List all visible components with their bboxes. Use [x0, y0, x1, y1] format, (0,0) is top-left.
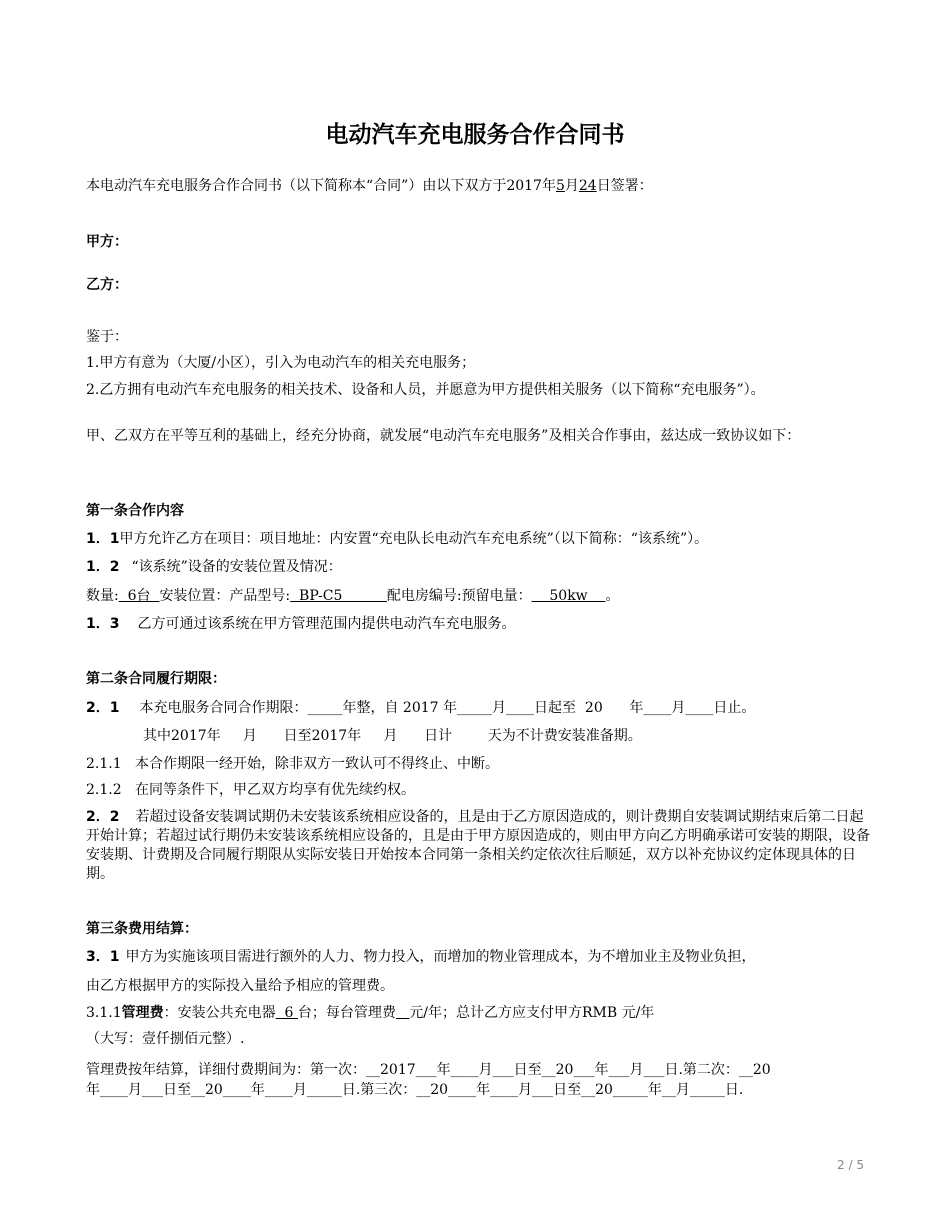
- period-mark: 。: [605, 588, 620, 604]
- clause-number: 1．3: [86, 616, 120, 632]
- document-title: 电动汽车充电服务合作合同书: [325, 122, 625, 148]
- clause-number: 3．1: [86, 949, 120, 965]
- payment-schedule-line-2: 年____月___日至__20____年____月_____日.第三次：__20____年____月___日至__20_____年__月_____日.: [86, 1082, 744, 1098]
- fee-per-unit-value: [396, 1005, 409, 1021]
- whereas-item-3: 甲、乙双方在平等互利的基础上，经充分协商，就发展“电动汽车充电服务”及相关合作事由，兹达成一致协议如下：: [86, 428, 801, 444]
- clause-number: 2．2: [86, 809, 120, 825]
- clause-number: 3.1.1: [86, 1005, 122, 1021]
- clause-number: 1．2: [86, 559, 120, 575]
- article-2-heading: 第二条合同履行期限：: [86, 671, 226, 687]
- clause-number: 1．1: [86, 531, 120, 547]
- charger-count-value: 6: [275, 1005, 298, 1021]
- clause-text: 甲方允许乙方在项目：项目地址：内安置“充电队长电动汽车充电系统”（以下简称：“该系统”）。: [119, 531, 709, 547]
- article-1-clause-3: [86, 615, 515, 633]
- article-2-clause-1-1: 2.1.1 本合作期限一经开始，除非双方一致认可不得终止、中断。: [86, 756, 499, 772]
- article-2-clause-1-2: 2.1.2 在同等条件下，甲乙双方均享有优先续约权。: [86, 782, 415, 798]
- quantity-label: 数量:: [86, 588, 119, 604]
- article-1-clause-2: [86, 558, 342, 576]
- quantity-value: 6台: [118, 588, 160, 604]
- article-3-heading: 第三条费用结算：: [86, 921, 198, 937]
- clause-text: 本充电服务合同合作期限：_____年整，自 2017 年_____月____日起至 20 年____月____日止。: [139, 700, 756, 716]
- intro-text: 本电动汽车充电服务合作合同书（以下简称本“合同”）由以下双方于2017年: [86, 178, 556, 194]
- clause-text: 若超过设备安装调试期仍未安装该系统相应设备的，且是由于乙方原因造成的，则计费期自安装调试期结束后第二日起开始计算；若超过试行期仍未安装该系统相应设备的，且是由于甲方原因造成的，则由甲方向乙方明确承诺可安装的期限，设备安装期、计费期及合同履行期限从实际安装日开始按本合同第一条相关约定依次往后顺延，双方以补充协议约定体现具体的日期。: [86, 809, 870, 882]
- amount-in-words: （大写：壹仟捌佰元整）.: [86, 1031, 245, 1047]
- article-3-clause-1-line-2: 由乙方根据甲方的实际投入量给予相应的管理费。: [86, 978, 394, 994]
- model-value: BP-C5: [290, 588, 387, 604]
- intro-month: 5: [555, 178, 565, 194]
- whereas-item-1: 1.甲方有意为（大厦/小区），引入为电动汽车的相关充电服务；: [86, 355, 476, 371]
- page-number: 2 / 5: [837, 1158, 864, 1172]
- total-fee-text: 元/年；总计乙方应支付甲方RMB 元/年: [409, 1005, 655, 1021]
- equipment-quantity-line: [86, 587, 619, 605]
- clause-text: “该系统”设备的安装位置及情况：: [131, 559, 342, 575]
- party-a-label: 甲方：: [86, 234, 128, 250]
- article-2-clause-2: [86, 808, 871, 884]
- intro-tail: 日签署：: [596, 178, 653, 194]
- intro-day: 24: [578, 178, 597, 194]
- clause-text: 甲方为实施该项目需进行额外的人力、物力投入，而增加的物业管理成本，为不增加业主及物业负担，: [125, 949, 756, 965]
- clause-text: 乙方可通过该系统在甲方管理范围内提供电动汽车充电服务。: [137, 616, 516, 632]
- management-fee-label: 管理费: [121, 1005, 164, 1021]
- party-b-label: 乙方：: [86, 277, 128, 293]
- intro-paragraph: [86, 177, 653, 195]
- clause-number: 2．1: [86, 700, 120, 716]
- charger-count-label: ：安装公共充电器: [163, 1005, 276, 1021]
- fee-per-unit-label: 台；每台管理费: [297, 1005, 396, 1021]
- article-1-heading: 第一条合作内容: [86, 503, 184, 519]
- article-3-clause-1: [86, 948, 755, 966]
- article-3-clause-1-1: [86, 1004, 654, 1022]
- article-2-clause-1: [86, 699, 755, 717]
- power-value: 50kw: [531, 588, 606, 604]
- payment-schedule-line-1: 管理费按年结算，详细付费期间为：第一次：__2017___年____月___日至__20___年___月___日.第二次：__20: [86, 1062, 771, 1078]
- article-2-clause-1-line-2: 其中2017年 月 日至2017年 月 日计 天为不计费安装准备期。: [143, 728, 642, 744]
- model-label: 安装位置：产品型号:: [159, 588, 291, 604]
- intro-month-unit: 月: [564, 178, 579, 194]
- article-1-clause-1: [86, 530, 708, 548]
- whereas-heading: 鉴于：: [86, 329, 128, 345]
- power-label: 配电房编号:预留电量：: [386, 588, 532, 604]
- whereas-item-2: 2.乙方拥有电动汽车充电服务的相关技术、设备和人员，并愿意为甲方提供相关服务（以下简称“充电服务”）。: [86, 382, 765, 398]
